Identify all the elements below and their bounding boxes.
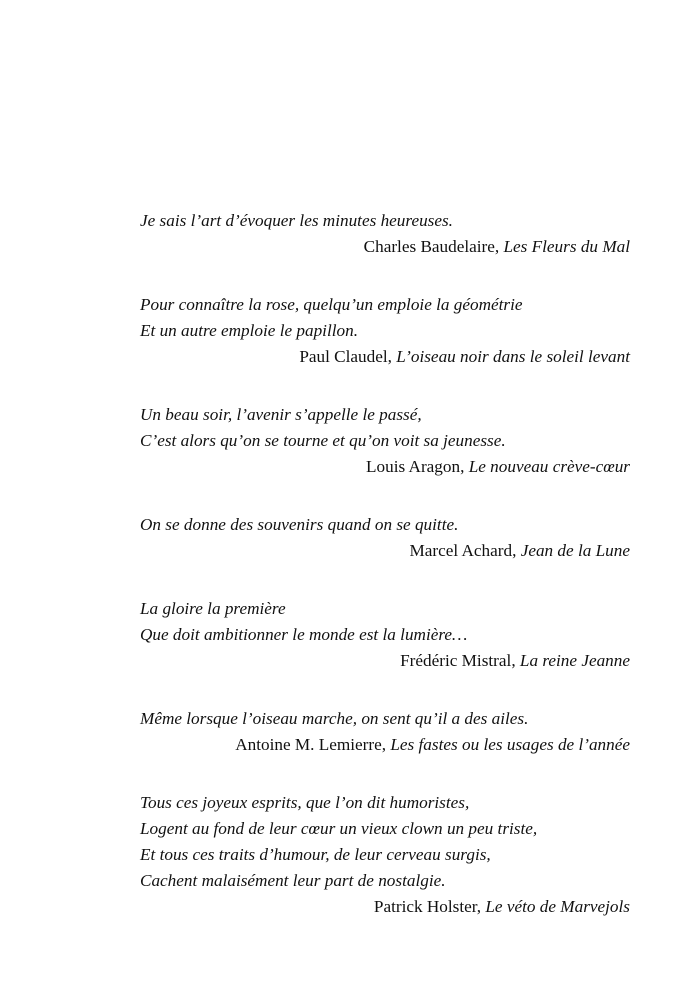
- attribution: Paul Claudel, L’oiseau noir dans le soleil levant: [299, 347, 630, 366]
- quote-line: Que doit ambitionner le monde est la lumière…: [140, 625, 468, 644]
- author-name: Patrick Holster: [373, 897, 477, 916]
- epigraph-holster: [140, 790, 630, 920]
- epigraph-claudel: [140, 292, 630, 370]
- quote-line: Je sais l’art d’évoquer les minutes heureuses.: [140, 211, 453, 230]
- quote-line: Et tous ces traits d’humour, de leur cerveau surgis,: [140, 845, 491, 864]
- quote-line: Pour connaître la rose, quelqu’un emploie la géométrie: [140, 295, 523, 314]
- work-title: Les Fleurs du Mal: [503, 237, 630, 256]
- quote-line: Même lorsque l’oiseau marche, on sent qu’il a des ailes.: [140, 709, 529, 728]
- quote-line: On se donne des souvenirs quand on se quitte.: [140, 515, 459, 534]
- author-name: Frédéric Mistral: [400, 651, 512, 670]
- work-title: La reine Jeanne: [519, 651, 630, 670]
- epigraph-mistral: [140, 596, 630, 674]
- author-name: Louis Aragon: [366, 457, 461, 476]
- quote-line: Logent au fond de leur cœur un vieux clown un peu triste,: [140, 819, 538, 838]
- attribution: Patrick Holster, Le véto de Marvejols: [373, 897, 630, 916]
- work-title: Les fastes ou les usages de l’année: [390, 735, 630, 754]
- author-name: Charles Baudelaire: [363, 237, 495, 256]
- author-name: Paul Claudel: [299, 347, 388, 366]
- epigraph-lemierre: [140, 706, 630, 758]
- author-name: Antoine M. Lemierre: [235, 735, 382, 754]
- attribution: Louis Aragon, Le nouveau crève-cœur: [366, 457, 630, 476]
- work-title: Jean de la Lune: [520, 541, 630, 560]
- work-title: Le nouveau crève-cœur: [468, 457, 630, 476]
- quote-line: Un beau soir, l’avenir s’appelle le passé,: [140, 405, 422, 424]
- quote-line: Et un autre emploie le papillon.: [140, 321, 358, 340]
- epigraph-aragon: [140, 402, 630, 480]
- work-title: L’oiseau noir dans le soleil levant: [396, 347, 630, 366]
- attribution: Frédéric Mistral, La reine Jeanne: [400, 651, 630, 670]
- quote-line: C’est alors qu’on se tourne et qu’on voit sa jeunesse.: [140, 431, 506, 450]
- epigraph-baudelaire: [140, 208, 630, 260]
- attribution: Charles Baudelaire, Les Fleurs du Mal: [363, 237, 630, 256]
- work-title: Le véto de Marvejols: [485, 897, 630, 916]
- quote-line: Cachent malaisément leur part de nostalgie.: [140, 871, 446, 890]
- attribution: Antoine M. Lemierre, Les fastes ou les usages de l’année: [235, 735, 630, 754]
- quote-line: Tous ces joyeux esprits, que l’on dit humoristes,: [140, 793, 470, 812]
- epigraph-page: [140, 208, 630, 920]
- attribution: Marcel Achard, Jean de la Lune: [409, 541, 630, 560]
- quote-line: La gloire la première: [140, 599, 286, 618]
- epigraph-achard: [140, 512, 630, 564]
- author-name: Marcel Achard: [409, 541, 513, 560]
